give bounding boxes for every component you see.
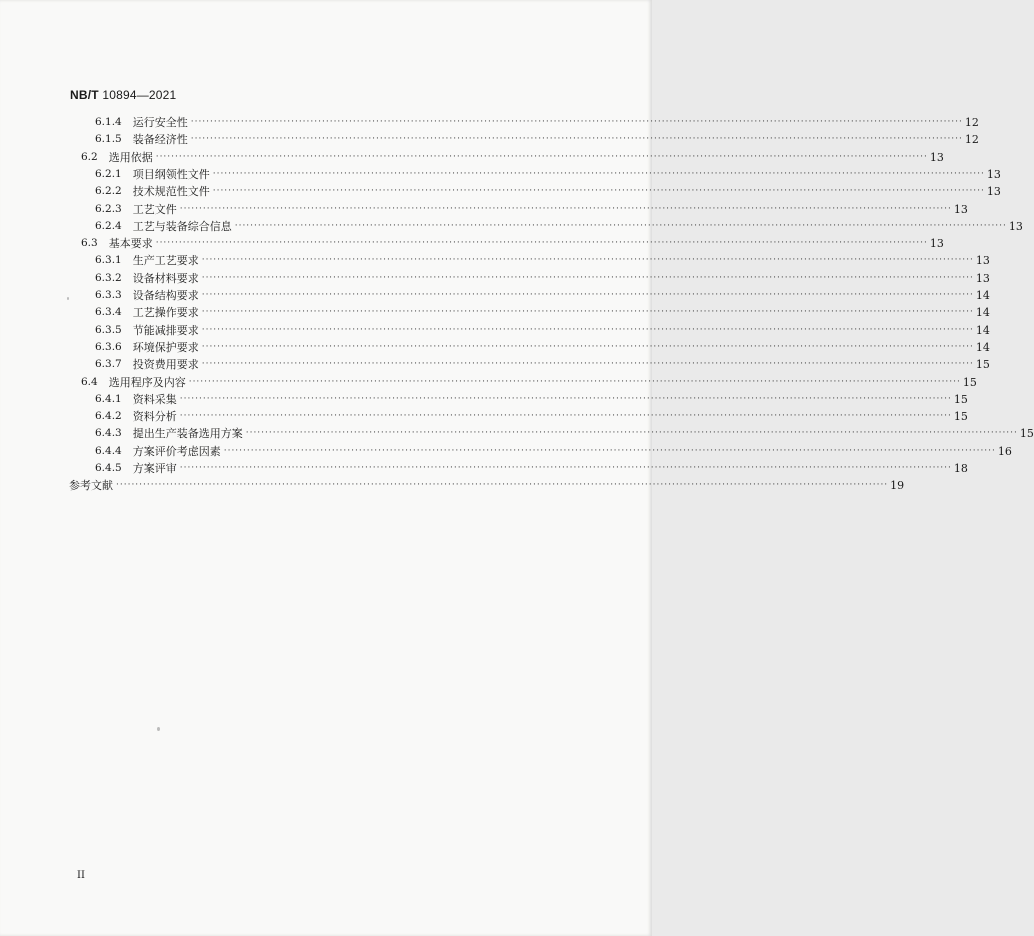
toc-entry-number: 6.2.2 — [95, 185, 122, 198]
toc-entry[interactable] — [95, 287, 990, 304]
toc-entry-title: 选用程序及内容 — [108, 375, 186, 389]
toc-entry[interactable] — [95, 166, 1001, 183]
toc-entry-title: 节能减排要求 — [132, 323, 199, 337]
toc-entry-title: 设备材料要求 — [132, 271, 199, 285]
toc-entry[interactable] — [95, 356, 990, 373]
toc-entry[interactable] — [95, 114, 979, 131]
toc-entry-number: 6.2.1 — [95, 167, 122, 180]
toc-entry-title: 基本要求 — [108, 237, 153, 251]
toc-entry[interactable] — [95, 391, 968, 408]
toc-leader-dots: ········································································································································································································ — [190, 134, 963, 145]
toc-entry-title: 技术规范性文件 — [132, 185, 210, 199]
document-code — [70, 88, 176, 102]
toc-leader-dots: ········································································································································································································ — [179, 411, 952, 422]
toc-entry[interactable] — [95, 322, 990, 339]
toc-entry[interactable] — [95, 201, 968, 218]
toc-leader-dots: ········································································································································································································ — [212, 186, 985, 197]
toc-leader-dots: ········································································································································································································ — [201, 324, 974, 335]
document-code-prefix: NB/T — [70, 88, 99, 102]
toc-entry-page: 15 — [953, 410, 968, 424]
toc-entry-title: 资料分析 — [132, 410, 177, 424]
toc-entry-page: 19 — [890, 479, 905, 493]
toc-entry-page: 15 — [975, 358, 990, 372]
toc-entry-title: 工艺操作要求 — [132, 306, 199, 320]
toc-entry[interactable] — [95, 408, 968, 425]
toc-entry-number: 6.2.4 — [95, 219, 122, 232]
toc-entry-page: 15 — [953, 392, 968, 406]
toc-entry[interactable] — [95, 252, 990, 269]
toc-entry-page: 15 — [1019, 427, 1034, 441]
toc-entry[interactable] — [95, 270, 990, 287]
toc-entry-number: 6.4.2 — [95, 410, 122, 423]
toc-entry-title: 资料采集 — [132, 392, 177, 406]
toc-entry-title: 项目纲领性文件 — [132, 167, 210, 181]
toc-entry-title: 选用依据 — [108, 150, 153, 164]
toc-entry-page: 18 — [953, 462, 968, 475]
toc-entry-title: 工艺文件 — [132, 202, 177, 216]
toc-entry[interactable] — [69, 477, 905, 494]
toc-entry-number: 6.4.3 — [95, 427, 122, 440]
toc-entry-page: 14 — [975, 289, 990, 302]
toc-entry-page: 13 — [975, 271, 990, 285]
toc-entry-number: 6.4 — [81, 375, 98, 388]
toc-leader-dots: ········································································································································································································ — [201, 341, 974, 352]
toc-entry-title: 工艺与装备综合信息 — [132, 219, 232, 233]
toc-entry-number: 6.4.4 — [95, 444, 122, 457]
toc-entry[interactable] — [95, 425, 1034, 442]
toc-entry[interactable] — [95, 131, 979, 148]
toc-entry-page: 14 — [975, 340, 990, 354]
toc-entry-number: 6.3.2 — [95, 271, 122, 284]
toc-entry-title: 提出生产装备选用方案 — [132, 427, 243, 441]
toc-entry-title: 运行安全性 — [132, 116, 188, 129]
toc-entry[interactable] — [95, 183, 1001, 200]
page-number: II — [77, 870, 85, 881]
toc-leader-dots: ········································································································································································································ — [155, 238, 928, 249]
toc-entry-number: 6.3.6 — [95, 340, 122, 353]
toc-entry[interactable] — [81, 235, 944, 252]
toc-entry-page: 13 — [929, 237, 944, 251]
toc-entry-page: 16 — [997, 444, 1012, 458]
toc-entry-page: 12 — [964, 133, 979, 147]
toc-entry-page: 12 — [964, 116, 979, 129]
toc-entry-page: 14 — [975, 323, 990, 337]
toc-leader-dots: ········································································································································································································ — [179, 203, 952, 214]
toc-entry-page: 13 — [929, 150, 944, 164]
toc-entry-page: 13 — [975, 254, 990, 268]
toc-entry[interactable] — [95, 304, 990, 321]
toc-entry-title: 投资费用要求 — [132, 358, 199, 372]
toc-entry-title: 设备结构要求 — [132, 289, 199, 302]
toc-entry[interactable] — [95, 443, 1012, 460]
toc-entry[interactable] — [81, 374, 977, 391]
toc-leader-dots: ········································································································································································································ — [155, 151, 928, 162]
toc-entry-number: 6.3.5 — [95, 323, 122, 336]
toc-entry-number: 6.3.1 — [95, 254, 122, 267]
toc-leader-dots: ········································································································································································································ — [201, 307, 974, 318]
toc-entry-number: 6.3.7 — [95, 358, 122, 371]
toc-entry-page: 13 — [986, 167, 1001, 181]
toc-entry-number: 6.2 — [81, 150, 98, 163]
toc-entry-number: 6.1.5 — [95, 133, 122, 146]
toc-leader-dots: ········································································································································································································ — [116, 480, 889, 491]
toc-leader-dots: ········································································································································································································ — [190, 117, 963, 127]
toc-leader-dots: ········································································································································································································ — [188, 376, 961, 387]
document-code-number: 10894—2021 — [98, 88, 177, 102]
toc-entry-title: 参考文献 — [69, 479, 113, 493]
toc-leader-dots: ········································································································································································································ — [245, 428, 1018, 439]
toc-leader-dots: ········································································································································································································ — [234, 220, 1007, 231]
toc-entry[interactable] — [95, 460, 968, 477]
toc-leader-dots: ········································································································································································································ — [179, 463, 952, 473]
toc-entry-page: 13 — [953, 202, 968, 216]
toc-entry-title: 装备经济性 — [132, 133, 188, 147]
toc-entry-page: 13 — [1008, 219, 1023, 233]
toc-entry-number: 6.4.1 — [95, 392, 122, 405]
toc-leader-dots: ········································································································································································································ — [201, 272, 974, 283]
toc-entry-number: 6.3 — [81, 237, 98, 250]
toc-leader-dots: ········································································································································································································ — [179, 393, 952, 404]
toc-entry-title: 生产工艺要求 — [132, 254, 199, 268]
toc-entry[interactable] — [95, 339, 990, 356]
toc-leader-dots: ········································································································································································································ — [201, 359, 974, 370]
toc-entry-number: 6.3.4 — [95, 306, 122, 319]
toc-entry-title: 方案评价考虑因素 — [132, 444, 221, 458]
toc-leader-dots: ········································································································································································································ — [223, 445, 996, 456]
toc-leader-dots: ········································································································································································································ — [212, 168, 985, 179]
toc-entry-number: 6.1.4 — [95, 116, 122, 128]
toc-entry[interactable] — [95, 218, 1023, 235]
toc-entry-page: 14 — [975, 306, 990, 320]
toc-entry[interactable] — [81, 149, 944, 166]
toc-entry-number: 6.2.3 — [95, 202, 122, 215]
toc-entry-number: 6.4.5 — [95, 462, 122, 474]
toc-entry-page: 15 — [962, 375, 977, 389]
toc-entry-title: 环境保护要求 — [132, 340, 199, 354]
scan-speck — [157, 727, 160, 731]
toc-entry-number: 6.3.3 — [95, 289, 122, 301]
toc-entry-page: 13 — [986, 185, 1001, 199]
toc-leader-dots: ········································································································································································································ — [201, 255, 974, 266]
scan-speck — [67, 297, 69, 300]
toc-entry-title: 方案评审 — [132, 462, 177, 475]
toc-leader-dots: ········································································································································································································ — [201, 290, 974, 300]
